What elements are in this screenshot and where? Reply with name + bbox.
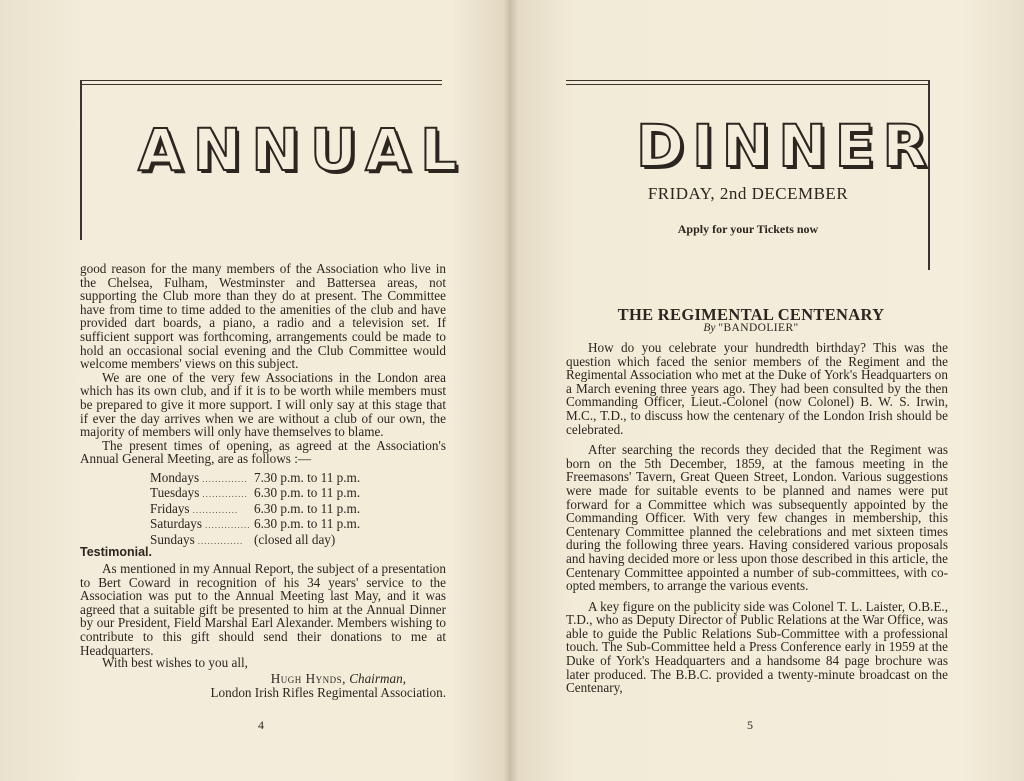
dinner-header-box <box>566 80 936 270</box>
article-paragraph: A key figure on the publicity side was Colonel T. L. Laister, O.B.E., T.D., who as Deputy Director of Public Relations at the War Office, was able to guide the Public Relations Sub-Committee with a professional touch. The Sub-Committee held a Press Conference early in 1959 at the Duke of York's Headquarters and a handsome 84 page brochure was later produced. The B.B.C. provided a twenty-minute broadcast on the Centenary, <box>566 598 948 696</box>
opening-times-intro: The present times of opening, as agreed at the Association's Annual General Meeting, are as follows :— <box>80 437 446 467</box>
left-body-text <box>80 262 446 466</box>
page-number: 4 <box>258 718 264 732</box>
opening-times-row: Tuesdays .............. 6.30 p.m. to 11 p.m. <box>150 485 361 501</box>
association-paragraph: We are one of the very few Associations in the London area which has its own club, and if it is to be worth while members must be prepared to give it more support. I will only say at this stage that if ever the day arrives when we are without a club of our own, the majority of members will only have themselves to blame. <box>80 369 446 440</box>
opening-times-row: Fridays .............. 6.30 p.m. to 11 p.m. <box>150 500 361 516</box>
signature-name: Hugh Hynds, <box>270 671 346 686</box>
opening-times-row: Saturdays .............. 6.30 p.m. to 11 p.m. <box>150 516 361 532</box>
left-page <box>0 0 508 781</box>
opening-times-table <box>150 471 360 548</box>
best-wishes: With best wishes to you all, <box>102 655 248 670</box>
testimonial-heading: Testimonial. <box>80 545 153 559</box>
signature-line <box>80 672 446 686</box>
opening-times-row: Mondays .............. 7.30 p.m. to 11 p.m. <box>150 470 361 485</box>
opening-times-row: Sundays .............. (closed all day) <box>150 531 336 547</box>
apply-tickets-note: Apply for your Tickets now <box>677 222 819 236</box>
byline-prefix: By <box>703 322 716 334</box>
day-label: Saturdays <box>150 517 203 532</box>
article-paragraph: How do you celebrate your hundredth birthday? This was the question which faced the senior members of the Regiment and the Regimental Association who met at the Duke of York's Headquarters on a March evening three years ago. They had been consulted by the then Commanding Officer, Lieut.-Colonel (now Colonel) B. W. S. Irwin, M.C., T.D., to discuss how the centenary of the London Irish should be celebrated. <box>566 340 948 437</box>
signature-org: London Irish Rifles Regimental Association. <box>210 685 446 700</box>
hours-label: 6.30 p.m. to 11 p.m. <box>254 516 361 532</box>
article-body <box>566 341 948 702</box>
day-label: Sundays <box>150 532 195 547</box>
hours-label: 7.30 p.m. to 11 p.m. <box>254 470 361 485</box>
annual-title: ANNUAL <box>138 116 468 184</box>
article-byline <box>552 322 950 334</box>
club-paragraph: good reason for the many members of the Association who live in the Chelsea, Fulham, Westminster and Battersea areas, not supporting the Club more than they do at present. The Committee have from time to time added to the amenities of the club and have provided dart boards, a piano, a radio and a television set. If sufficient support was forthcoming, arrangements could be made to hold an occasional social evening and the Club Committee would welcome members' views on this subject. <box>80 261 446 372</box>
article-title: THE REGIMENTAL CENTENARY <box>617 305 885 324</box>
header-rule <box>80 80 442 81</box>
testimonial-text <box>80 562 446 657</box>
dinner-date: FRIDAY, 2nd DECEMBER <box>647 184 849 203</box>
dinner-title: DINNER <box>636 112 936 180</box>
signoff <box>80 656 446 700</box>
day-label: Tuesdays <box>150 486 200 501</box>
signature-role: Chairman, <box>349 671 406 686</box>
hours-label: (closed all day) <box>254 531 336 547</box>
hours-label: 6.30 p.m. to 11 p.m. <box>254 485 361 501</box>
hours-label: 6.30 p.m. to 11 p.m. <box>254 500 361 516</box>
page-number: 5 <box>747 718 753 732</box>
annual-header-box <box>80 80 468 240</box>
day-label: Mondays <box>150 471 200 485</box>
header-rule <box>80 84 442 85</box>
testimonial-paragraph: As mentioned in my Annual Report, the subject of a presentation to Bert Coward in recognition of his 34 years' service to the Association was put to the Annual Meeting last May, and it was agreed that a suitable gift be presented to him at the Annual Dinner by our President, Field Marshal Earl Alexander. Members wishing to contribute to this gift should send their donations to me at Headquarters. <box>80 561 446 658</box>
header-side-rule <box>80 80 82 240</box>
article-paragraph: After searching the records they decided that the Regiment was born on the 5th December, 1859, at the famous meeting in the Freemasons' Tavern, Great Queen Street, London. Various suggestions were made for suitable events to be planned and names were put forward for a Committee which was subsequently appointed by the Commanding Officer. With very few changes in membership, this Centenary Committee planned the celebrations and met sixteen times during the following three years. Having considered various proposals and having decided more or less upon those described in this article, the Centenary Committee appointed a number of sub-committees, with co-opted members, to arrange the various events. <box>566 442 948 594</box>
header-rule <box>566 80 930 81</box>
byline-author: "BANDOLIER" <box>718 322 799 334</box>
right-page <box>512 0 1024 781</box>
day-label: Fridays <box>150 501 190 516</box>
header-rule <box>566 84 930 85</box>
